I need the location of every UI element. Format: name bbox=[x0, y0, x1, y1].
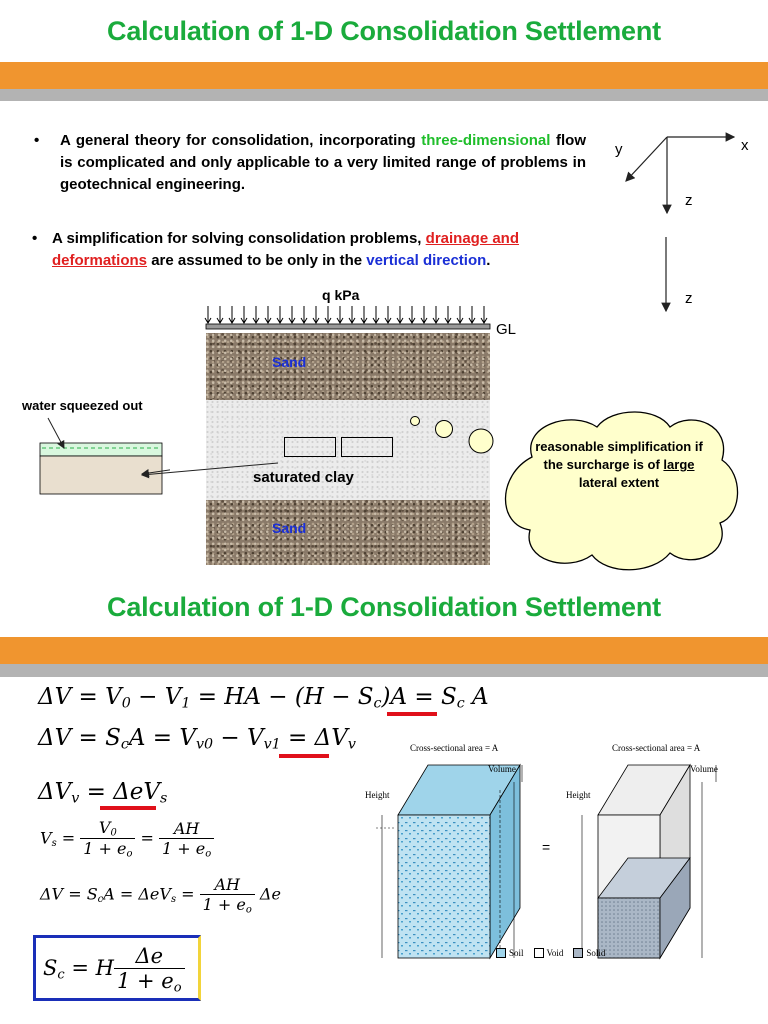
legend-solid: Solid bbox=[573, 948, 605, 958]
title-band-gray bbox=[0, 89, 768, 101]
underline-delta-vv bbox=[279, 754, 329, 758]
title-band-orange-2 bbox=[0, 637, 768, 664]
underline-sc-a bbox=[387, 712, 437, 716]
legend-void: Void bbox=[534, 948, 564, 958]
load-arrows bbox=[204, 304, 494, 330]
ground-level-label: GL bbox=[496, 321, 517, 338]
area-label-right-text: Cross-sectional area = A bbox=[612, 743, 701, 753]
equation-settlement-volume: ΔV = ScA = ΔeVs = $\frac{AH}{1 + eo}$ Δe bbox=[40, 875, 281, 916]
saturated-clay-label: saturated clay bbox=[253, 469, 354, 486]
slide2-title: Calculation of 1-D Consolidation Settlement bbox=[107, 592, 661, 622]
z-axis-label: z bbox=[685, 192, 693, 209]
z-axis-label-2: z bbox=[685, 290, 693, 307]
clay-element-right bbox=[341, 437, 393, 457]
title-band-gray-2 bbox=[0, 664, 768, 677]
title-band-orange bbox=[0, 62, 768, 89]
sand-bottom-label: Sand bbox=[272, 520, 307, 536]
sand-top-label: Sand bbox=[272, 354, 307, 370]
load-label: q kPa bbox=[322, 287, 360, 303]
equation-solid-volume: Vs = $\frac{V0}{1 + eo}$ = $\frac{AH}{1 + eo}$ bbox=[40, 818, 214, 860]
height-label-right: Height bbox=[566, 790, 591, 800]
vertical-direction-highlight: vertical direction bbox=[366, 252, 487, 269]
x-axis-label: x bbox=[741, 137, 749, 154]
water-arrow bbox=[130, 455, 290, 485]
y-axis-label: y bbox=[615, 141, 623, 158]
slide1-title: Calculation of 1-D Consolidation Settlement bbox=[107, 16, 661, 46]
equation-void-change: ΔV = ScA = Vv0 − Vv1 = ΔVv bbox=[38, 725, 356, 753]
equation-void-ratio: ΔVv = ΔeVs bbox=[38, 779, 168, 807]
area-label-left-text: Cross-sectional area = A bbox=[410, 743, 499, 753]
sand-layer-bottom bbox=[206, 500, 490, 565]
equation-volume-change: ΔV = V0 − V1 = HA − (H − Sc)A = Sc A bbox=[38, 684, 489, 712]
thought-bubbles bbox=[405, 410, 505, 460]
clay-element-left bbox=[284, 437, 336, 457]
volume-label-left: Volume bbox=[488, 764, 516, 774]
sand-layer-top bbox=[206, 333, 490, 400]
drainage-highlight: drainage and deformations bbox=[52, 230, 520, 269]
height-label-left: Height bbox=[365, 790, 390, 800]
figure-legend bbox=[496, 948, 605, 958]
three-dimensional-highlight: three-dimensional bbox=[421, 132, 551, 149]
large-underlined: large bbox=[663, 457, 695, 472]
water-squeezed-label: water squeezed out bbox=[22, 398, 143, 413]
equation-settlement: Sc = H $\frac{\Delta e}{1 + eo}$ bbox=[43, 944, 185, 995]
soil-block-figure bbox=[356, 740, 756, 970]
bullet-vertical-simplification: • A simplification for solving consolidation problems, drainage and deformations are assumed to be only in the vertical direction. bbox=[32, 230, 520, 269]
legend-soil: Soil bbox=[496, 948, 524, 958]
svg-text:=: = bbox=[542, 839, 551, 855]
underline-delta-e-vs bbox=[100, 806, 156, 810]
cloud-text: reasonable simplification if the surcharge is of large lateral extent bbox=[535, 439, 703, 490]
bullet-three-dimensional: • A general theory for consolidation, incorporating three-dimensional flow is complicated and only applicable to a very limited range of problems in geotechnical engineering. bbox=[34, 132, 587, 193]
volume-label-right: Volume bbox=[690, 764, 718, 774]
